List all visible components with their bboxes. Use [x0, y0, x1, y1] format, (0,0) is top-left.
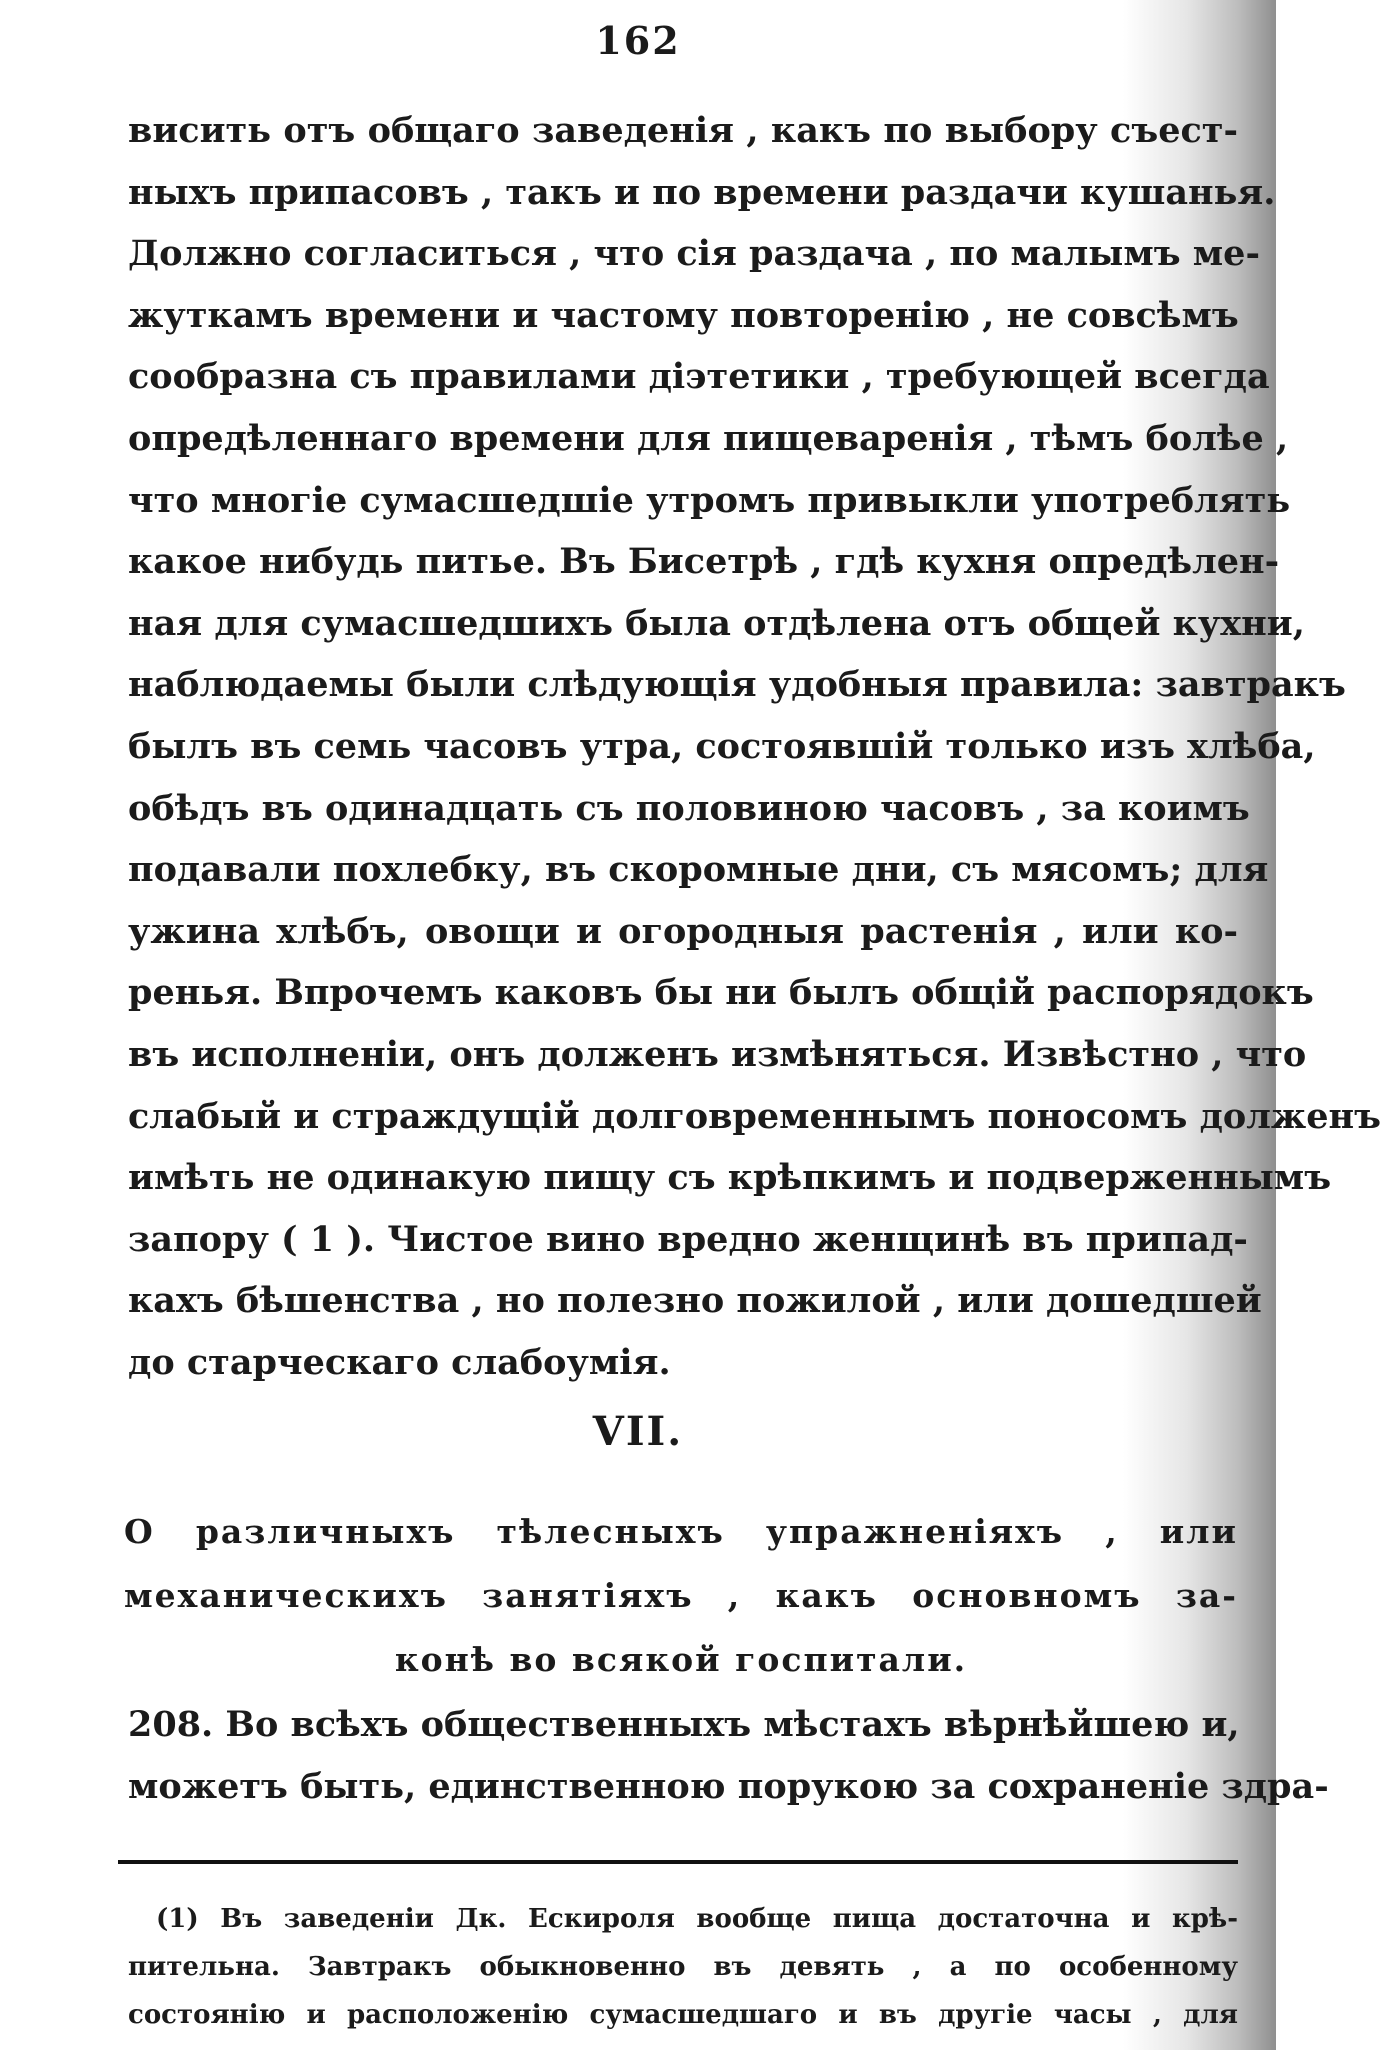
section-number: VII. [592, 1408, 684, 1455]
text-line: Должно согласиться , что сія раздача , по малымъ ме- [128, 233, 1260, 275]
text-line: жуткамъ времени и частому повторенію , не совсѣмъ [128, 294, 1239, 336]
text-line: слабый и страждущій долговременнымъ поносомъ долженъ [128, 1095, 1381, 1137]
heading-line: конѣ во всякой госпитали. [394, 1640, 968, 1679]
footnote-line: (1) Въ заведеніи Дк. Ескироля вообще пища достаточна и крѣ- [156, 1904, 1238, 1934]
text-line: былъ въ семь часовъ утра, состоявшій только изъ хлѣба, [128, 725, 1316, 767]
text-line: ренья. Впрочемъ каковъ бы ни былъ общій распорядокъ [128, 972, 1314, 1014]
text-line: можетъ быть, единственною порукою за сохраненіе здра- [128, 1765, 1329, 1807]
heading-line: механическихъ занятіяхъ , какъ основномъ за- [124, 1576, 1238, 1615]
paragraph-2 [128, 1694, 1329, 1817]
footnote [128, 1895, 1238, 2039]
text-line: подавали похлебку, въ скоромные дни, съ мясомъ; для [128, 849, 1269, 891]
text-line: ная для сумасшедшихъ была отдѣлена отъ общей кухни, [128, 602, 1305, 644]
text-line: обѣдъ въ одинадцать съ половиною часовъ , за коимъ [128, 787, 1250, 829]
text-line: что многіе сумасшедшіе утромъ привыкли употреблять [128, 479, 1291, 521]
footnote-line: состоянію и расположенію сумасшедшаго и въ другіе часы , для [128, 2000, 1238, 2030]
text-line: въ исполненіи, онъ долженъ измѣняться. Извѣстно , что [128, 1033, 1307, 1075]
text-line: 208. Во всѣхъ общественныхъ мѣстахъ вѣрнѣйшею и, [128, 1704, 1240, 1745]
text-line: имѣть не одинакую пищу съ крѣпкимъ и подверженнымъ [128, 1157, 1332, 1199]
text-line: наблюдаемы были слѣдующія удобныя правила: завтракъ [128, 664, 1346, 706]
section-heading [124, 1500, 1238, 1692]
text-line: кахъ бѣшенства , но полезно пожилой , или дошедшей [128, 1280, 1262, 1322]
footnote-divider [118, 1860, 1238, 1864]
text-line: висить отъ общаго заведенія , какъ по выбору съест- [128, 110, 1238, 151]
text-line: до старческаго слабоумія. [128, 1341, 671, 1383]
text-line: ныхъ припасовъ , такъ и по времени раздачи кушанья. [128, 171, 1276, 213]
text-line: опредѣленнаго времени для пищеваренія , тѣмъ болѣе , [128, 417, 1289, 459]
text-line: какое нибудь питье. Въ Бисетрѣ , гдѣ кухня опредѣлен- [128, 541, 1280, 583]
page-number: 162 [595, 18, 681, 63]
text-line: запору ( 1 ). Чистое вино вредно женщинѣ въ припад- [128, 1218, 1248, 1260]
paragraph-1 [128, 100, 1381, 1393]
footnote-line: пительна. Завтракъ обыкновенно въ девять , а по особенному [128, 1952, 1238, 1982]
heading-line: О различныхъ тѣлесныхъ упражненіяхъ , или [124, 1512, 1238, 1551]
text-line: сообразна съ правилами діэтетики , требующей всегда [128, 356, 1270, 398]
text-line: ужина хлѣбъ, овощи и огородныя растенія , или ко- [128, 910, 1238, 952]
